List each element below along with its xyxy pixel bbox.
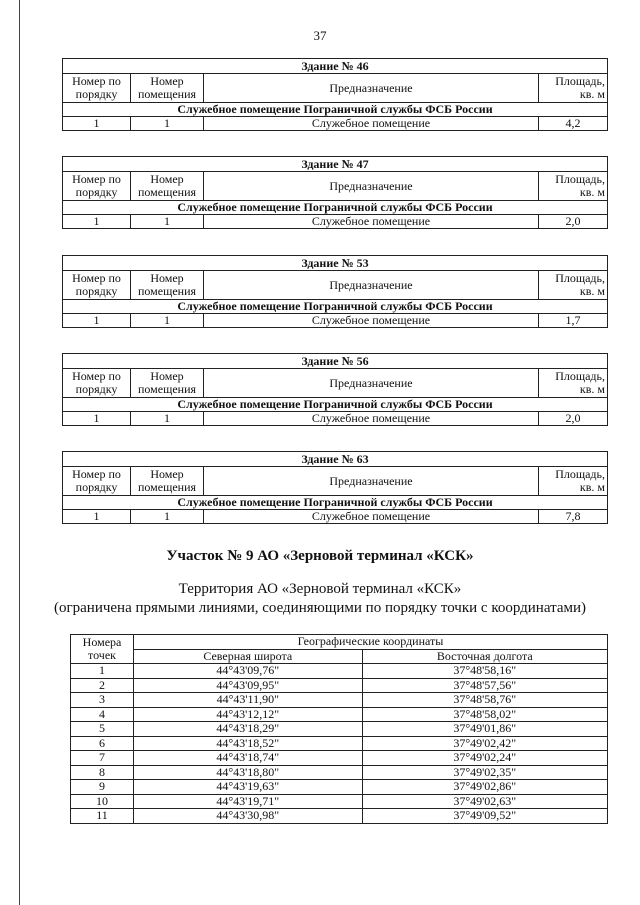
header-longitude: Восточная долгота	[362, 649, 607, 664]
building-subtitle: Служебное помещение Пограничной службы ФСБ России	[63, 300, 608, 314]
building-table	[62, 353, 608, 426]
header-room-number: Номер помещения	[131, 74, 204, 103]
building-title: Здание № 46	[63, 59, 608, 74]
building-table	[62, 255, 608, 328]
header-order-number: Номер по порядку	[63, 74, 131, 103]
header-area: Площадь, кв. м	[539, 369, 608, 398]
building-title: Здание № 53	[63, 256, 608, 271]
header-area: Площадь, кв. м	[539, 467, 608, 496]
building-subtitle: Служебное помещение Пограничной службы ФСБ России	[63, 103, 608, 117]
header-purpose: Предназначение	[204, 271, 539, 300]
header-order-number: Номер по порядку	[63, 467, 131, 496]
header-order-number: Номер по порядку	[63, 271, 131, 300]
header-room-number: Номер помещения	[131, 172, 204, 201]
table-row: 7 44°43'18,74" 37°49'02,24"	[71, 751, 608, 766]
table-row: 6 44°43'18,52" 37°49'02,42"	[71, 736, 608, 751]
header-room-number: Номер помещения	[131, 467, 204, 496]
building-subtitle: Служебное помещение Пограничной службы ФСБ России	[63, 201, 608, 215]
table-row: 8 44°43'18,80" 37°49'02,35"	[71, 765, 608, 780]
table-row: 1 44°43'09,76" 37°48'58,16"	[71, 664, 608, 679]
table-row: 1 1 Служебное помещение 7,8	[63, 510, 608, 524]
header-point-number: Номера точек	[71, 635, 134, 664]
header-order-number: Номер по порядку	[63, 369, 131, 398]
header-room-number: Номер помещения	[131, 271, 204, 300]
header-area: Площадь, кв. м	[539, 271, 608, 300]
table-row: 2 44°43'09,95" 37°48'57,56"	[71, 678, 608, 693]
header-geo-coordinates: Географические координаты	[134, 635, 608, 650]
territory-line-1: Территория АО «Зерновой терминал «КСК»	[178, 581, 462, 597]
building-title: Здание № 47	[63, 157, 608, 172]
header-purpose: Предназначение	[204, 369, 539, 398]
table-row: 1 1 Служебное помещение 2,0	[63, 215, 608, 229]
building-subtitle: Служебное помещение Пограничной службы ФСБ России	[63, 496, 608, 510]
building-table	[62, 156, 608, 229]
territory-line-2: (ограничена прямыми линиями, соединяющими по порядку точки с координатами)	[53, 600, 587, 616]
table-row: 9 44°43'19,63" 37°49'02,86"	[71, 780, 608, 795]
building-title: Здание № 63	[63, 452, 608, 467]
table-row: 1 1 Служебное помещение 4,2	[63, 117, 608, 131]
section-title: Участок № 9 АО «Зерновой терминал «КСК»	[166, 548, 474, 564]
header-area: Площадь, кв. м	[539, 74, 608, 103]
header-order-number: Номер по порядку	[63, 172, 131, 201]
page-number: 37	[313, 28, 327, 43]
header-area: Площадь, кв. м	[539, 172, 608, 201]
building-table	[62, 58, 608, 131]
table-row: 1 1 Служебное помещение 1,7	[63, 314, 608, 328]
header-purpose: Предназначение	[204, 467, 539, 496]
header-room-number: Номер помещения	[131, 369, 204, 398]
table-row: 10 44°43'19,71" 37°49'02,63"	[71, 794, 608, 809]
binding-line	[19, 0, 20, 905]
building-title: Здание № 56	[63, 354, 608, 369]
header-purpose: Предназначение	[204, 172, 539, 201]
table-row: 4 44°43'12,12" 37°48'58,02"	[71, 707, 608, 722]
building-subtitle: Служебное помещение Пограничной службы ФСБ России	[63, 398, 608, 412]
header-latitude: Северная широта	[134, 649, 363, 664]
table-row: 3 44°43'11,90" 37°48'58,76"	[71, 693, 608, 708]
table-row: 5 44°43'18,29" 37°49'01,86"	[71, 722, 608, 737]
coordinates-table	[70, 634, 608, 824]
territory-description	[0, 580, 640, 618]
building-table	[62, 451, 608, 524]
header-purpose: Предназначение	[204, 74, 539, 103]
table-row: 1 1 Служебное помещение 2,0	[63, 412, 608, 426]
table-row: 11 44°43'30,98" 37°49'09,52"	[71, 809, 608, 824]
